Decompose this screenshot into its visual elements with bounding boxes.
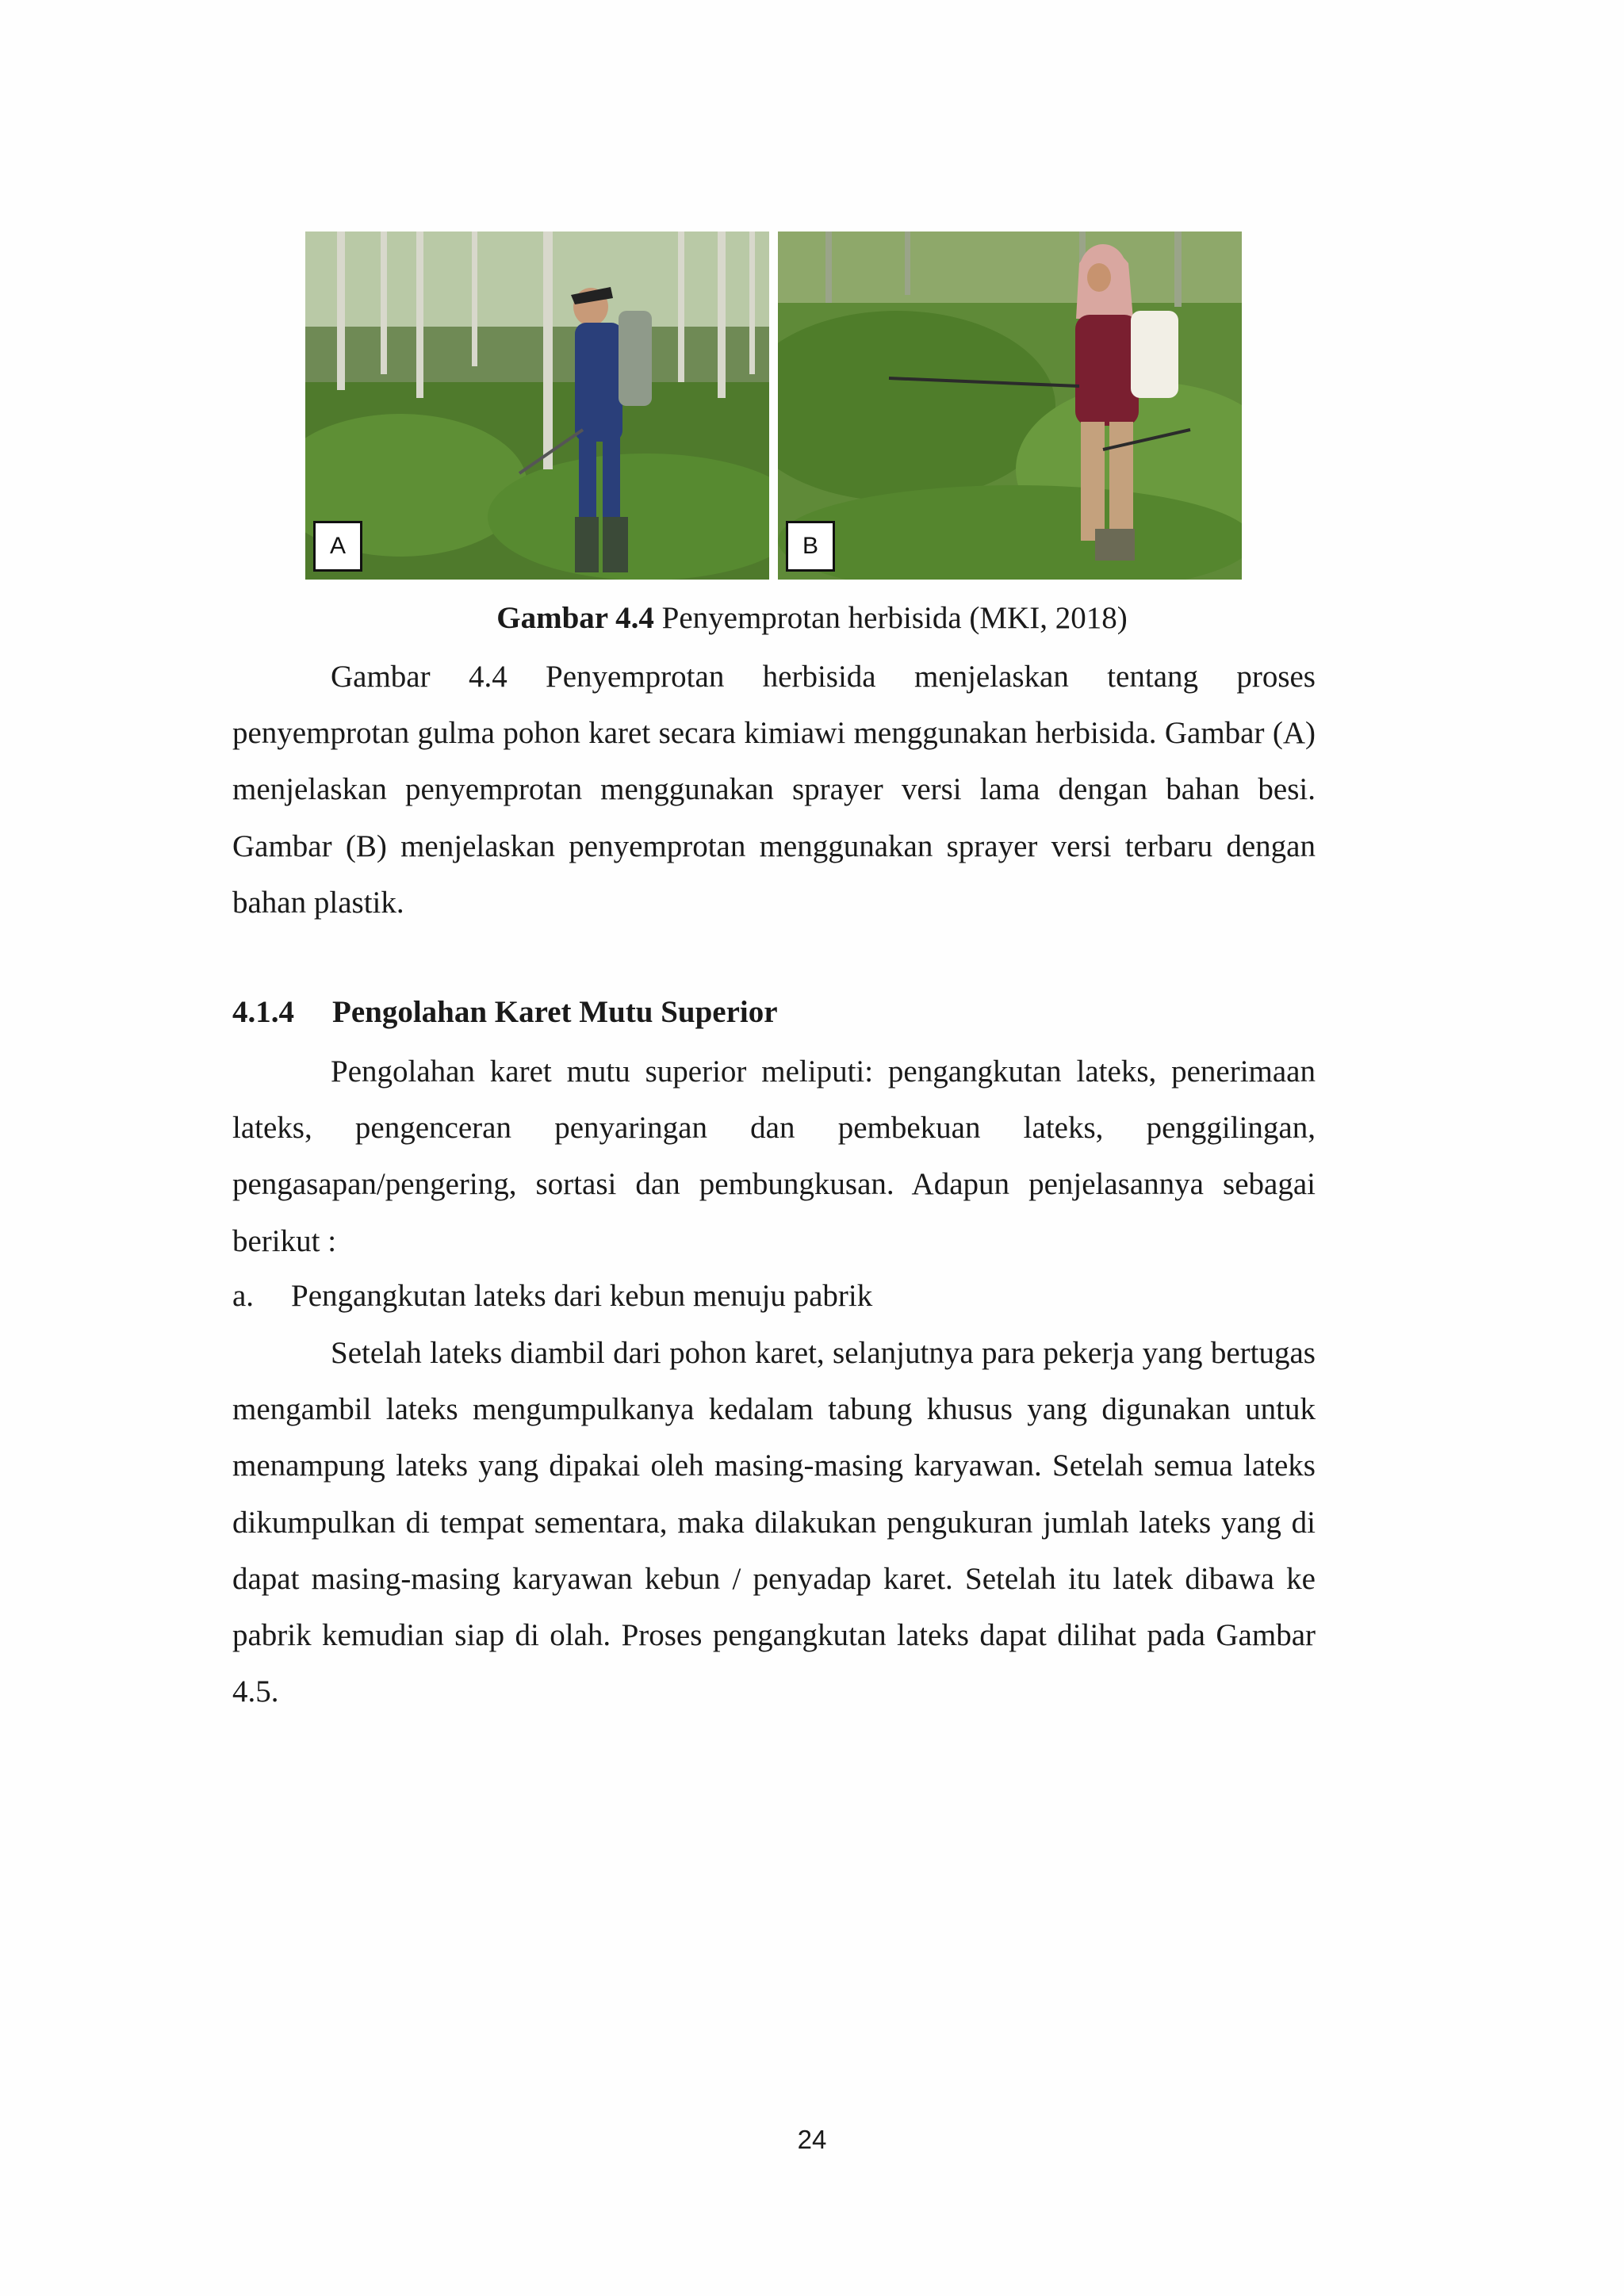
paragraph-latex-transport: Setelah lateks diambil dari pohon karet, selanjutnya para pekerja yang bertugas mengambil lateks mengumpulkanya kedalam tabung khusus yang digunakan untuk menampung lateks yang dipakai oleh masing-masing karyawan. Setelah semua lateks dikumpulkan di tempat sementara, maka dilakukan pengukuran jumlah lateks yang di dapat masing-masing karyawan kebun / penyadap karet. Setelah itu latek dibawa ke pabrik kemudian siap di olah. Proses pengangkutan lateks dapat dilihat pada Gambar 4.5. [232, 1336, 1316, 1709]
figure-caption [0, 596, 1624, 641]
panel-label-b: B [786, 521, 835, 572]
figure-caption-text: Penyemprotan herbisida (MKI, 2018) [661, 601, 1128, 635]
paragraph-figure-description: Gambar 4.4 Penyemprotan herbisida menjelaskan tentang proses penyemprotan gulma pohon karet secara kimiawi menggunakan herbisida. Gambar (A) menjelaskan penyemprotan menggunakan sprayer versi lama dengan bahan besi. Gambar (B) menjelaskan penyemprotan menggunakan sprayer versi terbaru dengan bahan plastik. [232, 660, 1316, 920]
photo-a-illustration [305, 232, 769, 580]
page-number: 24 [797, 2125, 827, 2154]
list-marker: a. [232, 1279, 255, 1313]
figure-caption-label: Gambar 4.4 [496, 601, 654, 635]
photo-b-plastic-sprayer [778, 232, 1242, 580]
panel-label-a: A [313, 521, 362, 572]
section-number: 4.1.4 [232, 995, 294, 1029]
section-title: Pengolahan Karet Mutu Superior [332, 995, 778, 1029]
section-heading [232, 989, 1342, 1036]
photo-a-metal-sprayer [305, 232, 769, 580]
paragraph-processing-overview: Pengolahan karet mutu superior meliputi: pengangkutan lateks, penerimaan lateks, pengenceran penyaringan dan pembekuan lateks, penggilingan, pengasapan/pengering, sortasi dan pembungkusan. Adapun penjelasannya sebagai berikut : [232, 1054, 1316, 1258]
photo-b-illustration [778, 232, 1242, 580]
list-item-text: Pengangkutan lateks dari kebun menuju pabrik [291, 1279, 873, 1313]
list-item-a [232, 1272, 1342, 1320]
